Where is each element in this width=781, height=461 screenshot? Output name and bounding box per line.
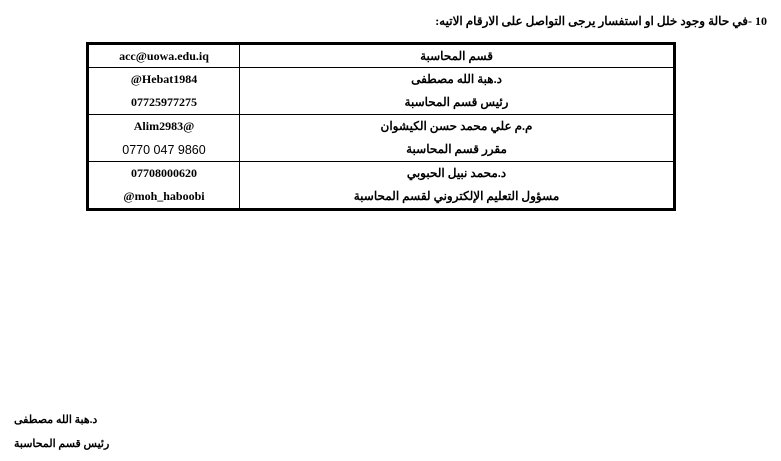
table-row xyxy=(88,162,675,186)
contact-phone: 07725977275 xyxy=(88,91,240,115)
table-row xyxy=(88,138,675,162)
table-row xyxy=(88,185,675,210)
contact-handle: Alim2983@ xyxy=(88,115,240,139)
table-row xyxy=(88,68,675,92)
signature-title: رئيس قسم المحاسبة xyxy=(14,438,110,450)
contact-handle: @moh_haboobi xyxy=(88,185,240,210)
contact-handle: @Hebat1984 xyxy=(88,68,240,92)
table-row xyxy=(88,44,675,68)
section-heading: 10 -في حالة وجود خلل او استفسار يرجى التواصل على الارقام الاتيه: xyxy=(435,14,767,28)
contact-name: د.هبة الله مصطفى xyxy=(240,68,675,92)
contact-table xyxy=(86,42,676,211)
table-row xyxy=(88,91,675,115)
contact-name: د.محمد نبيل الحبوبي xyxy=(240,162,675,186)
contact-phone: 07708000620 xyxy=(88,162,240,186)
contact-phone: 0770 047 9860 xyxy=(88,138,240,162)
contact-role: مقرر قسم المحاسبة xyxy=(240,138,675,162)
department-email: acc@uowa.edu.iq xyxy=(88,44,240,68)
contact-role: مسؤول التعليم الإلكتروني لقسم المحاسبة xyxy=(240,185,675,210)
contact-name: م.م علي محمد حسن الكيشوان xyxy=(240,115,675,139)
signature-name: د.هبة الله مصطفى xyxy=(14,414,98,426)
department-name: قسم المحاسبة xyxy=(240,44,675,68)
table-row xyxy=(88,115,675,139)
contact-role: رئيس قسم المحاسبة xyxy=(240,91,675,115)
